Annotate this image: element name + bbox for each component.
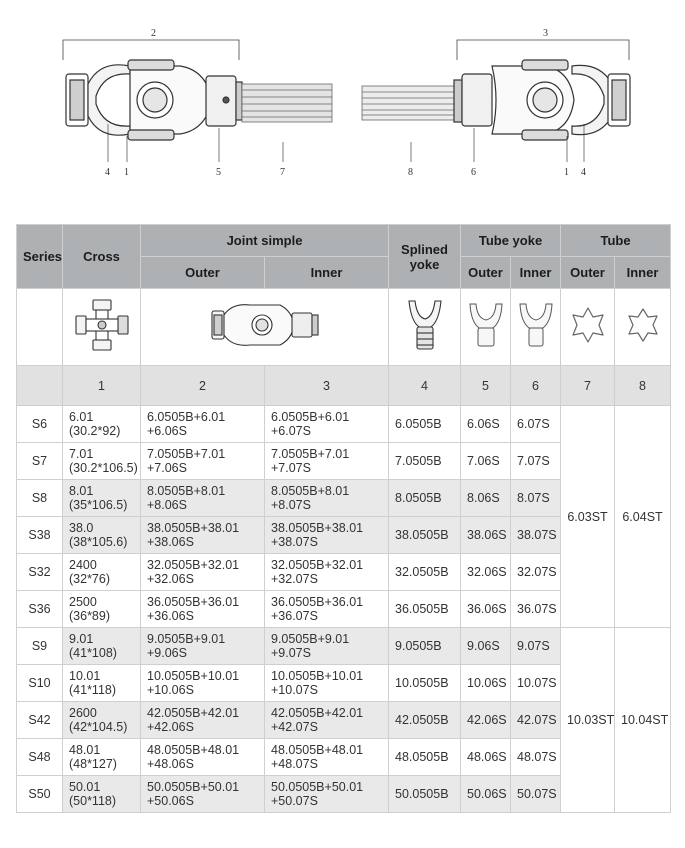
inner-tube — [362, 86, 454, 120]
tube-yoke-outer-cell: 32.06S — [461, 554, 511, 591]
header-joint-simple: Joint simple — [141, 225, 389, 257]
star-tube-inner-icon — [623, 305, 663, 345]
series-cell: S36 — [17, 591, 63, 628]
splined-yoke-cell: 36.0505B — [389, 591, 461, 628]
right-universal-joint — [454, 60, 630, 140]
cross-cell: 8.01 (35*106.5) — [63, 480, 141, 517]
series-cell: S38 — [17, 517, 63, 554]
header-tube-yoke-outer: Outer — [461, 257, 511, 289]
tube-yoke-outer-cell: 7.06S — [461, 443, 511, 480]
tube-yoke-outer-cell: 10.06S — [461, 665, 511, 702]
tube-inner-cell: 10.04ST — [615, 628, 671, 813]
callout-right-3: 1 — [564, 167, 569, 178]
joint-simple-image — [141, 289, 389, 366]
splined-yoke-cell: 38.0505B — [389, 517, 461, 554]
joint-outer-cell: 38.0505B+38.01 +38.06S — [141, 517, 265, 554]
joint-outer-cell: 9.0505B+9.01 +9.06S — [141, 628, 265, 665]
splined-yoke-cell: 10.0505B — [389, 665, 461, 702]
tube-outer-cell: 6.03ST — [561, 406, 615, 628]
splined-yoke-image — [389, 289, 461, 366]
splined-yoke-cell: 9.0505B — [389, 628, 461, 665]
dimension-bracket-2 — [63, 40, 239, 60]
header-tube-yoke: Tube yoke — [461, 225, 561, 257]
splined-yoke-cell: 48.0505B — [389, 739, 461, 776]
joint-inner-cell: 32.0505B+32.01 +32.07S — [265, 554, 389, 591]
table-row — [17, 628, 671, 665]
joint-inner-cell: 50.0505B+50.01 +50.07S — [265, 776, 389, 813]
joint-outer-cell: 48.0505B+48.01 +48.06S — [141, 739, 265, 776]
tube-yoke-inner-cell: 32.07S — [511, 554, 561, 591]
tube-yoke-outer-cell: 9.06S — [461, 628, 511, 665]
joint-outer-cell: 42.0505B+42.01 +42.06S — [141, 702, 265, 739]
tube-yoke-inner-cell: 7.07S — [511, 443, 561, 480]
callout-right-4: 4 — [581, 167, 586, 178]
dimension-label-3: 3 — [543, 28, 548, 39]
splined-yoke-cell: 50.0505B — [389, 776, 461, 813]
splined-yoke-cell: 7.0505B — [389, 443, 461, 480]
tube-yoke-inner-cell: 8.07S — [511, 480, 561, 517]
tube-yoke-inner-icon — [517, 300, 555, 350]
series-cell: S9 — [17, 628, 63, 665]
joint-inner-cell: 8.0505B+8.01 +8.07S — [265, 480, 389, 517]
joint-inner-cell: 10.0505B+10.01 +10.07S — [265, 665, 389, 702]
cross-cell: 2400 (32*76) — [63, 554, 141, 591]
cross-cell: 48.01 (48*127) — [63, 739, 141, 776]
series-cell: S8 — [17, 480, 63, 517]
column-number: 1 — [63, 366, 141, 406]
splined-yoke-icon — [405, 297, 445, 353]
cross-cell: 6.01 (30.2*92) — [63, 406, 141, 443]
column-number: 7 — [561, 366, 615, 406]
outer-tube — [242, 84, 332, 122]
callout-left-2: 1 — [124, 167, 129, 178]
callout-left-4: 7 — [280, 167, 285, 178]
tube-yoke-inner-cell: 42.07S — [511, 702, 561, 739]
callout-right-2: 6 — [471, 167, 476, 178]
joint-inner-cell: 48.0505B+48.01 +48.07S — [265, 739, 389, 776]
header-tube-outer: Outer — [561, 257, 615, 289]
cross-image — [63, 289, 141, 366]
column-number: 6 — [511, 366, 561, 406]
image-row — [17, 289, 671, 366]
cross-cell: 38.0 (38*105.6) — [63, 517, 141, 554]
series-cell: S42 — [17, 702, 63, 739]
tube-yoke-inner-cell: 48.07S — [511, 739, 561, 776]
header-cross: Cross — [63, 225, 141, 289]
joint-part-icon — [210, 297, 320, 353]
tube-yoke-outer-cell: 8.06S — [461, 480, 511, 517]
tube-yoke-outer-cell: 48.06S — [461, 739, 511, 776]
tube-yoke-inner-image — [511, 289, 561, 366]
tube-yoke-outer-icon — [467, 300, 505, 350]
joint-inner-cell: 7.0505B+7.01 +7.07S — [265, 443, 389, 480]
splined-yoke-cell: 8.0505B — [389, 480, 461, 517]
tube-yoke-outer-cell: 36.06S — [461, 591, 511, 628]
blank-cell — [17, 289, 63, 366]
joint-inner-cell: 38.0505B+38.01 +38.07S — [265, 517, 389, 554]
cross-cell: 2600 (42*104.5) — [63, 702, 141, 739]
header-tube: Tube — [561, 225, 671, 257]
tube-yoke-outer-image — [461, 289, 511, 366]
joint-outer-cell: 6.0505B+6.01 +6.06S — [141, 406, 265, 443]
header-series: Series — [17, 225, 63, 289]
tube-yoke-inner-cell: 10.07S — [511, 665, 561, 702]
splined-yoke-cell: 6.0505B — [389, 406, 461, 443]
header-tube-inner: Inner — [615, 257, 671, 289]
header-joint-outer: Outer — [141, 257, 265, 289]
tube-yoke-inner-cell: 50.07S — [511, 776, 561, 813]
column-number-row — [17, 366, 671, 406]
tube-yoke-outer-cell: 6.06S — [461, 406, 511, 443]
series-cell: S7 — [17, 443, 63, 480]
joint-inner-cell: 6.0505B+6.01 +6.07S — [265, 406, 389, 443]
joint-outer-cell: 10.0505B+10.01 +10.06S — [141, 665, 265, 702]
column-number-blank — [17, 366, 63, 406]
series-cell: S6 — [17, 406, 63, 443]
dimension-label-2: 2 — [151, 28, 156, 39]
series-cell: S10 — [17, 665, 63, 702]
column-number: 4 — [389, 366, 461, 406]
cross-cell: 9.01 (41*108) — [63, 628, 141, 665]
cross-cell: 2500 (36*89) — [63, 591, 141, 628]
tube-yoke-outer-cell: 42.06S — [461, 702, 511, 739]
star-tube-outer-icon — [568, 305, 608, 345]
column-number: 3 — [265, 366, 389, 406]
tube-outer-cell: 10.03ST — [561, 628, 615, 813]
joint-outer-cell: 7.0505B+7.01 +7.06S — [141, 443, 265, 480]
joint-inner-cell: 42.0505B+42.01 +42.07S — [265, 702, 389, 739]
series-cell: S48 — [17, 739, 63, 776]
series-cell: S50 — [17, 776, 63, 813]
tube-inner-image — [615, 289, 671, 366]
tube-outer-image — [561, 289, 615, 366]
joint-outer-cell: 8.0505B+8.01 +8.06S — [141, 480, 265, 517]
splined-yoke-cell: 42.0505B — [389, 702, 461, 739]
cross-cell: 7.01 (30.2*106.5) — [63, 443, 141, 480]
cross-cell: 50.01 (50*118) — [63, 776, 141, 813]
tube-yoke-inner-cell: 6.07S — [511, 406, 561, 443]
joint-outer-cell: 36.0505B+36.01 +36.06S — [141, 591, 265, 628]
joint-inner-cell: 9.0505B+9.01 +9.07S — [265, 628, 389, 665]
joint-outer-cell: 50.0505B+50.01 +50.06S — [141, 776, 265, 813]
driveshaft-assembly-drawing — [0, 0, 685, 205]
dimension-bracket-3 — [457, 40, 629, 60]
header-joint-inner: Inner — [265, 257, 389, 289]
column-number: 2 — [141, 366, 265, 406]
callout-left-1: 4 — [105, 167, 110, 178]
joint-inner-cell: 36.0505B+36.01 +36.07S — [265, 591, 389, 628]
tube-yoke-outer-cell: 38.06S — [461, 517, 511, 554]
series-cell: S32 — [17, 554, 63, 591]
table-row — [17, 406, 671, 443]
column-number: 5 — [461, 366, 511, 406]
header-splined-yoke: Splined yoke — [389, 225, 461, 289]
cross-part-icon — [74, 298, 130, 352]
cross-cell: 10.01 (41*118) — [63, 665, 141, 702]
tube-inner-cell: 6.04ST — [615, 406, 671, 628]
callout-right-1: 8 — [408, 167, 413, 178]
header-tube-yoke-inner: Inner — [511, 257, 561, 289]
joint-outer-cell: 32.0505B+32.01 +32.06S — [141, 554, 265, 591]
splined-yoke-cell: 32.0505B — [389, 554, 461, 591]
tube-yoke-inner-cell: 9.07S — [511, 628, 561, 665]
tube-yoke-inner-cell: 36.07S — [511, 591, 561, 628]
spec-table — [16, 224, 671, 813]
left-universal-joint — [66, 60, 242, 140]
callout-left-3: 5 — [216, 167, 221, 178]
tube-yoke-inner-cell: 38.07S — [511, 517, 561, 554]
column-number: 8 — [615, 366, 671, 406]
tube-yoke-outer-cell: 50.06S — [461, 776, 511, 813]
